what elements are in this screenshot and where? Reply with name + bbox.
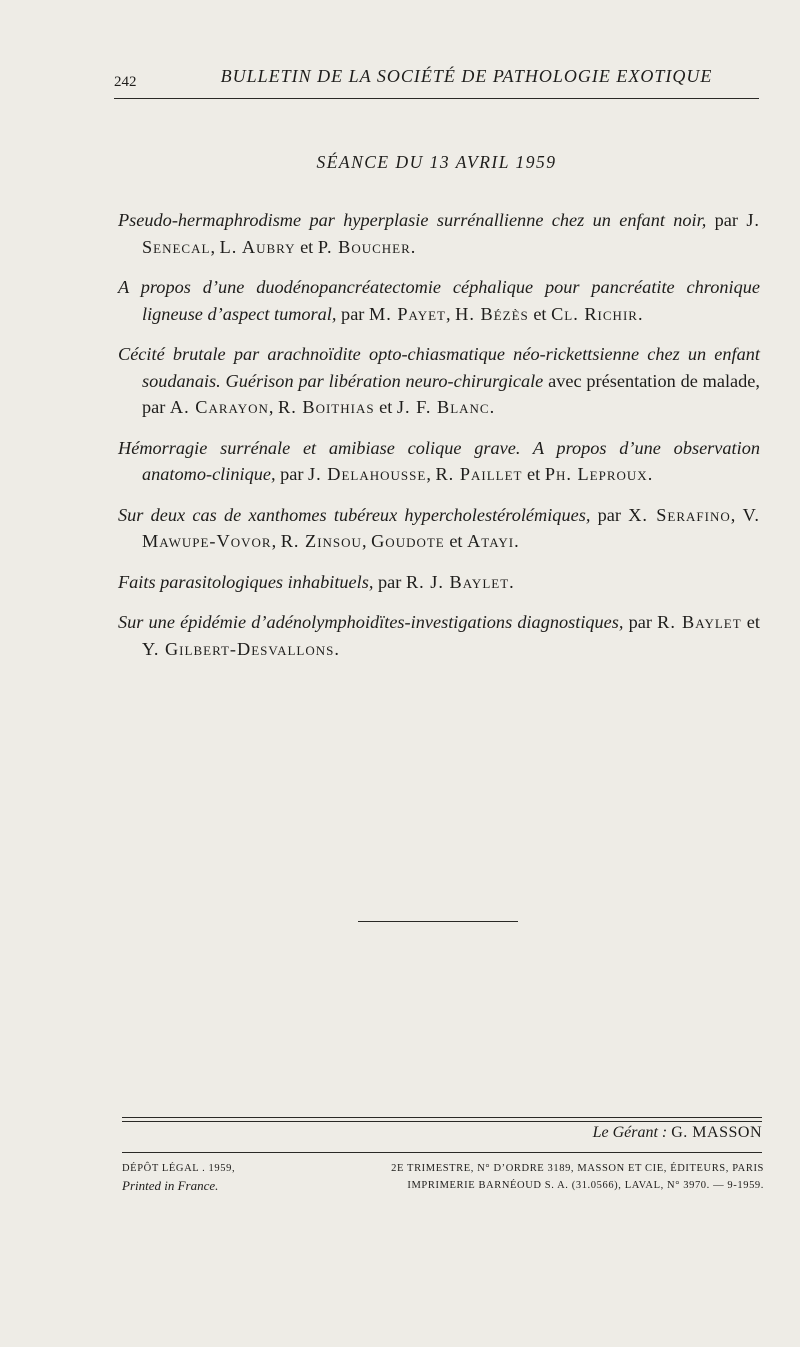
author-separator: ,: [210, 236, 216, 257]
author-separator: .: [334, 638, 339, 659]
author-separator: .: [647, 464, 653, 484]
communications-list: [118, 207, 760, 676]
entry-by: par: [597, 504, 621, 525]
gerant-line: [593, 1124, 762, 1142]
author-name: J. Senecal: [142, 210, 760, 257]
journal-title: BULLETIN DE LA SOCIÉTÉ DE PATHOLOGIE EXOTIQUE: [220, 66, 713, 86]
entry-by: par: [378, 571, 402, 592]
trimestre-info: 2E TRIMESTRE, N° D’ORDRE 3189, MASSON ET CIE, ÉDITEURS, PARIS: [391, 1163, 764, 1174]
communication-entry: [118, 502, 760, 555]
entry-by: par: [714, 210, 738, 230]
author-separator: ,: [426, 464, 431, 484]
author-name: V. Mawupe-Vovor: [142, 504, 760, 551]
entry-title: Faits parasitologiques inhabituels,: [118, 571, 374, 592]
author-separator: .: [489, 397, 495, 417]
author-separator: ,: [730, 504, 736, 525]
communication-entry: [118, 274, 760, 327]
author-separator: et: [374, 397, 393, 417]
author-separator: et: [528, 303, 547, 324]
entry-title: Sur une épidémie d’adénolymphoidïtes-investigations diagnostiques,: [118, 612, 624, 632]
gerant-label: Le Gérant :: [592, 1124, 668, 1141]
author-name: R. Zinsou: [280, 531, 362, 551]
author-separator: .: [410, 236, 416, 257]
author-separator: et: [741, 612, 760, 632]
author-separator: ,: [446, 303, 451, 324]
depot-legal: DÉPÔT LÉGAL . 1959,: [122, 1163, 236, 1174]
entry-by: par: [142, 397, 166, 417]
entry-by: par: [280, 464, 304, 484]
page-number: 242: [114, 74, 137, 90]
author-name: Ph. Leproux: [544, 464, 648, 484]
entry-title: Cécité brutale par arachnoïdite opto-chiasmatique néo-rickettsienne chez un enfant soudanais. Guérison par libération neuro-chirurgicale: [118, 344, 760, 391]
author-name: Atayi: [467, 531, 515, 551]
separator-rule: [358, 921, 518, 922]
communication-entry: [118, 609, 760, 662]
author-separator: ,: [271, 531, 277, 551]
printed-in-france: Printed in France.: [122, 1178, 219, 1193]
author-name: J. F. Blanc: [396, 397, 490, 417]
imprint-block: [122, 1160, 764, 1194]
author-separator: et: [444, 531, 463, 551]
author-separator: ,: [268, 397, 274, 417]
author-separator: et: [522, 464, 541, 484]
author-separator: .: [514, 531, 519, 551]
author-name: R. Paillet: [435, 464, 523, 484]
author-name: J. Delahousse: [308, 464, 427, 484]
running-header: [114, 66, 759, 96]
imprint-row-2: [122, 1177, 764, 1194]
author-name: M. Payet: [368, 303, 446, 324]
entry-title-plain: avec présentation de malade,: [548, 370, 760, 391]
author-name: Y. Gilbert-Desvallons: [142, 638, 335, 659]
imprimerie-info: IMPRIMERIE BARNÉOUD S. A. (31.0566), LAVAL, N° 3970. — 9-1959.: [407, 1180, 764, 1191]
author-separator: .: [509, 571, 514, 592]
author-name: R. J. Baylet: [405, 571, 510, 592]
imprint-row-1: [122, 1160, 764, 1177]
communication-entry: [118, 207, 760, 260]
entry-title: A propos d’une duodénopancréatectomie céphalique pour pancréatite chronique ligneuse d’aspect tumoral,: [118, 277, 760, 324]
author-name: Goudote: [371, 531, 445, 551]
author-name: R. Baylet: [657, 612, 742, 632]
author-separator: .: [637, 303, 643, 324]
communication-entry: [118, 341, 760, 421]
author-name: P. Boucher: [317, 236, 411, 257]
footer-rule: [122, 1152, 762, 1153]
author-name: R. Boithias: [278, 397, 375, 417]
session-title: SÉANCE DU 13 AVRIL 1959: [316, 152, 557, 172]
author-separator: ,: [361, 531, 367, 551]
footer-double-rule: [122, 1117, 762, 1122]
entry-title: Sur deux cas de xanthomes tubéreux hypercholestérolémiques,: [118, 504, 591, 525]
author-name: A. Carayon: [169, 397, 269, 417]
author-name: X. Serafino: [628, 504, 731, 525]
header-rule: [114, 98, 759, 99]
gerant-name: G. MASSON: [671, 1124, 762, 1141]
author-name: L. Aubry: [219, 236, 296, 257]
author-name: Cl. Richir: [551, 303, 638, 324]
communication-entry: [118, 569, 760, 596]
entry-by: par: [628, 612, 652, 632]
entry-title: Pseudo-hermaphrodisme par hyperplasie surrénallienne chez un enfant noir,: [118, 210, 707, 230]
entry-title: Hémorragie surrénale et amibiase colique grave. A propos d’une observation anatomo-clinique,: [118, 437, 760, 484]
author-name: H. Bézès: [455, 303, 529, 324]
author-separator: et: [295, 236, 314, 257]
entry-by: par: [341, 303, 365, 324]
communication-entry: [118, 435, 760, 488]
